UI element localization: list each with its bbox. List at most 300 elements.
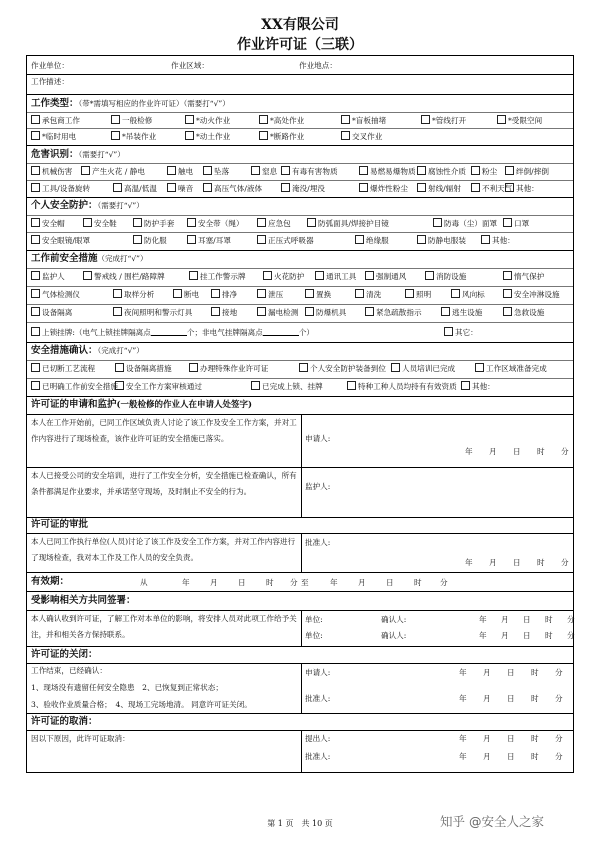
checkbox[interactable] <box>203 166 212 175</box>
checkbox-item <box>115 381 202 393</box>
checkbox[interactable] <box>31 363 40 372</box>
checkbox[interactable] <box>257 307 266 316</box>
affected-unit-label-2: 单位: <box>305 631 323 640</box>
month-unit: 月 <box>501 615 509 624</box>
checkbox[interactable] <box>505 183 514 192</box>
checkbox-label: 急救设施 <box>514 308 545 317</box>
checkbox-item <box>167 183 193 195</box>
checkbox-item <box>257 307 298 319</box>
checkbox-item <box>83 271 165 283</box>
checkbox-label: 承包商工作 <box>42 116 80 125</box>
checkbox-item <box>441 307 482 319</box>
checkbox[interactable] <box>263 271 272 280</box>
checkbox-label: 应急包 <box>268 219 291 228</box>
checkbox[interactable] <box>341 115 350 124</box>
checkbox-label: 淹没/埋没 <box>292 184 325 193</box>
checkbox[interactable] <box>31 271 40 280</box>
checkbox-label: 设备隔离 <box>42 308 73 317</box>
checkbox-item <box>391 363 455 375</box>
checkbox[interactable] <box>391 363 400 372</box>
checkbox[interactable] <box>359 183 368 192</box>
checkbox[interactable] <box>167 166 176 175</box>
checkbox-item <box>257 235 314 247</box>
checkbox-label: 照明 <box>416 290 432 299</box>
checkbox-item <box>187 218 244 230</box>
checkbox-label: *盲板抽堵 <box>352 116 387 125</box>
checkbox-item <box>481 235 515 247</box>
day-unit: 日 <box>523 615 531 624</box>
checkbox[interactable] <box>31 166 40 175</box>
checkbox-label: 接地 <box>222 308 238 317</box>
description-label: 工作描述： <box>31 77 69 86</box>
checkbox[interactable] <box>341 131 350 140</box>
day-unit: 日 <box>523 631 531 640</box>
checkbox-label: 消防设施 <box>436 272 467 281</box>
checkbox[interactable] <box>315 271 324 280</box>
checkbox-label: 耳塞/耳罩 <box>198 236 231 245</box>
checkbox-label: 爆炸性粉尘 <box>370 184 408 193</box>
month-unit: 月 <box>483 734 491 743</box>
checkbox[interactable] <box>113 289 122 298</box>
checkbox-item <box>115 363 172 375</box>
year-unit: 年 <box>479 615 487 624</box>
checkbox-item <box>203 183 262 195</box>
checkbox-label: 气体检测仪 <box>42 290 80 299</box>
checkbox-label: 易燃易爆物质 <box>370 167 416 176</box>
checkbox[interactable] <box>497 115 506 124</box>
checkbox[interactable] <box>31 131 40 140</box>
checkbox[interactable] <box>83 218 92 227</box>
checkbox-label: 交叉作业 <box>352 132 383 141</box>
cancel-approver-label: 批准人: <box>305 752 331 761</box>
to-label: 至 <box>301 578 309 587</box>
hour-unit: 时 <box>531 694 539 703</box>
day-unit: 日 <box>238 578 246 587</box>
checkbox-label: 粉尘 <box>482 167 498 176</box>
checkbox-label: 已完成上锁、挂牌 <box>262 382 323 391</box>
checkbox-label: *高处作业 <box>270 116 305 125</box>
checkbox-label: 逃生设施 <box>452 308 483 317</box>
checkbox[interactable] <box>259 115 268 124</box>
year-unit: 年 <box>330 578 338 587</box>
checkbox-item <box>133 218 174 230</box>
checkbox-label: 清洗 <box>366 290 382 299</box>
checkbox-item <box>475 363 547 375</box>
hour-unit: 时 <box>537 558 545 567</box>
checkbox-item <box>81 166 145 178</box>
affected-title: 受影响相关方共同签署： <box>31 595 136 606</box>
checkbox-label: 其他： <box>516 184 539 193</box>
checkbox-item <box>257 218 291 230</box>
checkbox[interactable] <box>257 235 266 244</box>
checkbox-item <box>461 381 495 393</box>
checkbox[interactable] <box>355 289 364 298</box>
checkbox-item <box>187 235 231 247</box>
affected-confirmer-label-2: 确认人: <box>381 631 407 640</box>
year-unit: 年 <box>459 694 467 703</box>
checkbox-label: 排净 <box>222 290 238 299</box>
minute-unit: 分 <box>555 694 563 703</box>
checkbox[interactable] <box>417 166 426 175</box>
checkbox[interactable] <box>281 166 290 175</box>
checkbox[interactable] <box>481 235 490 244</box>
close-approver-label: 批准人: <box>305 694 331 703</box>
cancel-title: 许可证的取消： <box>31 716 98 727</box>
checkbox-item <box>185 131 230 143</box>
checkbox-item <box>211 307 237 319</box>
checkbox[interactable] <box>503 271 512 280</box>
checkbox[interactable] <box>347 381 356 390</box>
checkbox-label: 置换 <box>316 290 332 299</box>
checkbox-item <box>111 131 156 143</box>
electrical-points-blank[interactable] <box>151 327 187 336</box>
pre-measures-title: 工作前安全措施（完成打“√”） <box>31 253 148 264</box>
day-unit: 日 <box>513 558 521 567</box>
checkbox-item <box>259 131 304 143</box>
checkbox-item <box>31 115 80 127</box>
checkbox[interactable] <box>31 218 40 227</box>
close-title: 许可证的关闭： <box>31 649 98 660</box>
pre-measures-other: 其它： <box>444 327 478 339</box>
checkbox-label: 机械伤害 <box>42 167 73 176</box>
checkbox[interactable] <box>31 289 40 298</box>
checkbox-item <box>185 115 230 127</box>
checkbox[interactable] <box>83 271 92 280</box>
affected-statement: 本人确认收到许可证，了解工作对本单位的影响，将安排人员对此项工作给予关注，并和相关各方保持联系。 <box>31 614 297 639</box>
apply-statement: 本人在工作开始前，已同工作区域负责人讨论了该工作及安全工作方案，并对工作内容进行了现场检查，该作业许可证的安全措施已落实。 <box>31 418 297 443</box>
checkbox-label: 窒息 <box>262 167 278 176</box>
checkbox-label: *断路作业 <box>270 132 305 141</box>
year-unit: 年 <box>459 734 467 743</box>
checkbox-item <box>83 218 117 230</box>
day-unit: 日 <box>507 752 515 761</box>
watermark: 知乎 @安全人之家 <box>440 814 544 829</box>
checkbox-label: 腐蚀性介质 <box>428 167 466 176</box>
checkbox[interactable] <box>471 166 480 175</box>
checkbox-label: 夜间照明和警示灯具 <box>124 308 193 317</box>
year-unit: 年 <box>459 668 467 677</box>
lockout-row: 上锁挂牌:（电气上锁挂牌隔离点 个；非电气挂牌隔离点 个） <box>31 327 314 339</box>
checkbox[interactable] <box>359 166 368 175</box>
checkbox-label: 泄压 <box>268 290 284 299</box>
checkbox-item <box>341 115 386 127</box>
checkbox[interactable] <box>167 183 176 192</box>
location-label: 作业地点： <box>299 61 337 70</box>
checkbox-item <box>31 363 95 375</box>
day-unit: 日 <box>507 668 515 677</box>
checkbox[interactable] <box>305 289 314 298</box>
minute-unit: 分 <box>440 578 448 587</box>
checkbox-label: 安全鞋 <box>94 219 117 228</box>
checkbox-label: 高压气体/液体 <box>214 184 263 193</box>
checkbox-label: 安全眼镜/眼罩 <box>42 236 91 245</box>
checkbox-label: 通讯工具 <box>326 272 357 281</box>
checkbox[interactable] <box>111 131 120 140</box>
checkbox[interactable] <box>305 307 314 316</box>
checkbox-label: 绝缘服 <box>366 236 389 245</box>
checkbox[interactable] <box>257 218 266 227</box>
checkbox-label: 已切断工艺流程 <box>42 364 96 373</box>
checkbox-item <box>251 381 323 393</box>
checkbox-label: 火花防护 <box>274 272 305 281</box>
checkbox[interactable] <box>503 289 512 298</box>
checkbox[interactable] <box>111 115 120 124</box>
checkbox[interactable] <box>505 166 514 175</box>
checkbox[interactable] <box>471 183 480 192</box>
checkbox[interactable] <box>189 271 198 280</box>
hazard-title: 危害识别：（需要打“√”） <box>31 149 125 160</box>
checkbox-label: 惰气保护 <box>514 272 545 281</box>
checkbox[interactable] <box>451 289 460 298</box>
checkbox-item <box>451 289 485 301</box>
checkbox-item <box>341 131 382 143</box>
checkbox[interactable] <box>31 307 40 316</box>
checkbox-label: 警戒线 / 围栏/路障牌 <box>94 272 165 281</box>
checkbox[interactable] <box>433 218 442 227</box>
checkbox-label: 监护人 <box>42 272 65 281</box>
checkbox-label: 断电 <box>184 290 200 299</box>
apply-title: 许可证的申请和监护(一般检修的作业人在申请人处签字) <box>31 399 253 410</box>
minute-unit: 分 <box>561 558 569 567</box>
affected-unit-label: 单位: <box>305 615 323 624</box>
checkbox-label: 不利天气 <box>482 184 513 193</box>
checkbox[interactable] <box>355 235 364 244</box>
checkbox-item <box>31 235 90 247</box>
supervisor-label: 监护人: <box>305 482 331 491</box>
month-unit: 月 <box>483 694 491 703</box>
checkbox[interactable] <box>115 363 124 372</box>
checkbox-label: *临时用电 <box>42 132 77 141</box>
checkbox[interactable] <box>189 363 198 372</box>
checkbox-item <box>113 307 192 319</box>
checkbox[interactable] <box>365 271 374 280</box>
minute-unit: 分 <box>567 615 575 624</box>
checkbox-label: 个人安全防护装备到位 <box>310 364 386 373</box>
checkbox-label: 防化服 <box>144 236 167 245</box>
close-line2: 1、现场没有遗留任何安全隐患 2、已恢复到正常状态； <box>31 683 223 692</box>
checkbox-label: *动土作业 <box>196 132 231 141</box>
checkbox[interactable] <box>257 289 266 298</box>
checkbox-label: 其他： <box>492 236 515 245</box>
affected-confirmer-label: 确认人: <box>381 615 407 624</box>
ppe-title: 个人安全防护：（需要打“√”） <box>31 200 144 211</box>
day-unit: 日 <box>507 694 515 703</box>
checkbox-label: 工作区域准备完成 <box>486 364 547 373</box>
checkbox-label: 特种工种人员均持有有效资质 <box>358 382 457 391</box>
checkbox-item <box>167 166 193 178</box>
checkbox-label: 安全工作方案审核通过 <box>126 382 202 391</box>
checkbox-item <box>503 271 544 283</box>
checkbox-label: 安全冲淋设施 <box>514 290 560 299</box>
company-name: XX有限公司 <box>261 17 339 33</box>
non-electrical-points-blank[interactable] <box>263 327 299 336</box>
checkbox-item <box>355 235 389 247</box>
checkbox-item <box>31 183 90 195</box>
checkbox-label: 人员培训已完成 <box>402 364 456 373</box>
checkbox-label: 防爆机具 <box>316 308 347 317</box>
checkbox[interactable] <box>187 235 196 244</box>
checkbox[interactable] <box>187 218 196 227</box>
checkbox-label: *管线打开 <box>432 116 467 125</box>
checkbox[interactable] <box>307 218 316 227</box>
checkbox[interactable] <box>173 289 182 298</box>
confirm-title: 安全措施确认：（完成打“√”） <box>31 345 144 356</box>
checkbox-item <box>365 271 406 283</box>
checkbox-label: *吊装作业 <box>122 132 157 141</box>
validity-label: 有效期： <box>31 576 70 587</box>
checkbox[interactable] <box>259 131 268 140</box>
checkbox-item <box>31 307 72 319</box>
checkbox-item <box>471 166 497 178</box>
hour-unit: 时 <box>414 578 422 587</box>
month-unit: 月 <box>501 631 509 640</box>
checkbox[interactable] <box>133 218 142 227</box>
checkbox-label: 安全带（绳） <box>198 219 244 228</box>
hour-unit: 时 <box>531 668 539 677</box>
checkbox-label: 口罩 <box>514 219 530 228</box>
checkbox-label: 防护手套 <box>144 219 175 228</box>
year-unit: 年 <box>465 447 473 456</box>
checkbox-item <box>251 166 277 178</box>
checkbox-label: 挂工作警示牌 <box>200 272 246 281</box>
checkbox-item <box>31 131 76 143</box>
checkbox[interactable] <box>281 183 290 192</box>
checkbox[interactable] <box>299 363 308 372</box>
cancel-proposer-label: 提出人: <box>305 734 331 743</box>
checkbox[interactable] <box>133 235 142 244</box>
form-title: 作业许可证（三联） <box>237 37 363 53</box>
minute-unit: 分 <box>555 668 563 677</box>
checkbox[interactable] <box>425 271 434 280</box>
checkbox-item <box>505 183 539 195</box>
checkbox[interactable] <box>461 381 470 390</box>
checkbox-label: 正压式呼吸器 <box>268 236 314 245</box>
checkbox[interactable] <box>441 307 450 316</box>
checkbox-item <box>417 183 461 195</box>
checkbox-label: 射线/辐射 <box>428 184 461 193</box>
checkbox-item <box>425 271 466 283</box>
checkbox-item <box>189 271 246 283</box>
minute-unit: 分 <box>561 447 569 456</box>
month-unit: 月 <box>489 558 497 567</box>
minute-unit: 分 <box>555 734 563 743</box>
checkbox-item <box>433 218 497 230</box>
close-line1: 工作结束，已经确认： <box>31 666 107 675</box>
checkbox-label: 设备隔离措施 <box>126 364 172 373</box>
checkbox[interactable] <box>185 131 194 140</box>
checkbox-label: 风向标 <box>462 290 485 299</box>
checkbox[interactable] <box>31 183 40 192</box>
checkbox-item <box>133 235 167 247</box>
checkbox[interactable] <box>211 289 220 298</box>
minute-unit: 分 <box>290 578 298 587</box>
month-unit: 月 <box>358 578 366 587</box>
checkbox-item <box>365 307 422 319</box>
checkbox-label: 一般检修 <box>122 116 153 125</box>
hour-unit: 时 <box>537 447 545 456</box>
checkbox[interactable] <box>405 289 414 298</box>
checkbox-item <box>173 289 199 301</box>
checkbox-item <box>497 115 542 127</box>
day-unit: 日 <box>386 578 394 587</box>
checkbox[interactable] <box>503 218 512 227</box>
month-unit: 月 <box>483 668 491 677</box>
checkbox-item <box>259 115 304 127</box>
checkbox-label: 紧急疏散指示 <box>376 308 422 317</box>
checkbox[interactable] <box>203 183 212 192</box>
checkbox-item <box>505 166 549 178</box>
checkbox[interactable] <box>31 381 40 390</box>
approver-label: 批准人: <box>305 538 331 547</box>
approve-title: 许可证的审批 <box>31 519 89 530</box>
checkbox-item <box>257 289 283 301</box>
checkbox[interactable] <box>31 235 40 244</box>
day-unit: 日 <box>513 447 521 456</box>
checkbox-item <box>503 218 529 230</box>
from-label: 从 <box>140 578 148 587</box>
checkbox[interactable] <box>417 235 426 244</box>
checkbox[interactable] <box>211 307 220 316</box>
checkbox[interactable] <box>113 183 122 192</box>
checkbox-label: 有毒有害物质 <box>292 167 338 176</box>
checkbox-label: 办理特殊作业许可证 <box>200 364 269 373</box>
checkbox[interactable] <box>365 307 374 316</box>
checkbox-label: 噪音 <box>178 184 194 193</box>
checkbox[interactable] <box>251 381 260 390</box>
checkbox-item <box>417 235 466 247</box>
checkbox-item <box>307 218 389 230</box>
checkbox[interactable] <box>251 166 260 175</box>
checkbox[interactable] <box>31 115 40 124</box>
checkbox-item <box>31 289 80 301</box>
checkbox-item <box>31 381 118 393</box>
checkbox-item <box>359 166 416 178</box>
checkbox-item <box>31 166 72 178</box>
permit-form <box>26 55 574 773</box>
year-unit: 年 <box>479 631 487 640</box>
checkbox-item <box>405 289 431 301</box>
checkbox[interactable] <box>444 327 453 336</box>
checkbox-item <box>31 218 65 230</box>
checkbox[interactable] <box>417 183 426 192</box>
checkbox-item <box>315 271 356 283</box>
checkbox-item <box>113 183 157 195</box>
checkbox-item <box>305 289 331 301</box>
checkbox-label: 防毒（尘）面罩 <box>444 219 498 228</box>
checkbox[interactable] <box>113 307 122 316</box>
checkbox[interactable] <box>115 381 124 390</box>
day-unit: 日 <box>507 734 515 743</box>
checkbox-item <box>111 115 152 127</box>
checkbox[interactable] <box>185 115 194 124</box>
checkbox-item <box>211 289 237 301</box>
hour-unit: 时 <box>545 631 553 640</box>
checkbox[interactable] <box>475 363 484 372</box>
checkbox[interactable] <box>81 166 90 175</box>
checkbox-label: 绊倒/摔倒 <box>516 167 549 176</box>
checkbox[interactable] <box>421 115 430 124</box>
checkbox-label: 已明确工作前安全措施 <box>42 382 118 391</box>
month-unit: 月 <box>483 752 491 761</box>
checkbox[interactable] <box>503 307 512 316</box>
checkbox-label: 防弧面具/焊接护目镜 <box>318 219 389 228</box>
checkbox[interactable] <box>31 327 40 336</box>
checkbox-label: 高温/低温 <box>124 184 157 193</box>
page-footer: 第 1 页 共 10 页 <box>267 819 333 828</box>
month-unit: 月 <box>489 447 497 456</box>
month-unit: 月 <box>210 578 218 587</box>
checkbox-item <box>305 307 346 319</box>
